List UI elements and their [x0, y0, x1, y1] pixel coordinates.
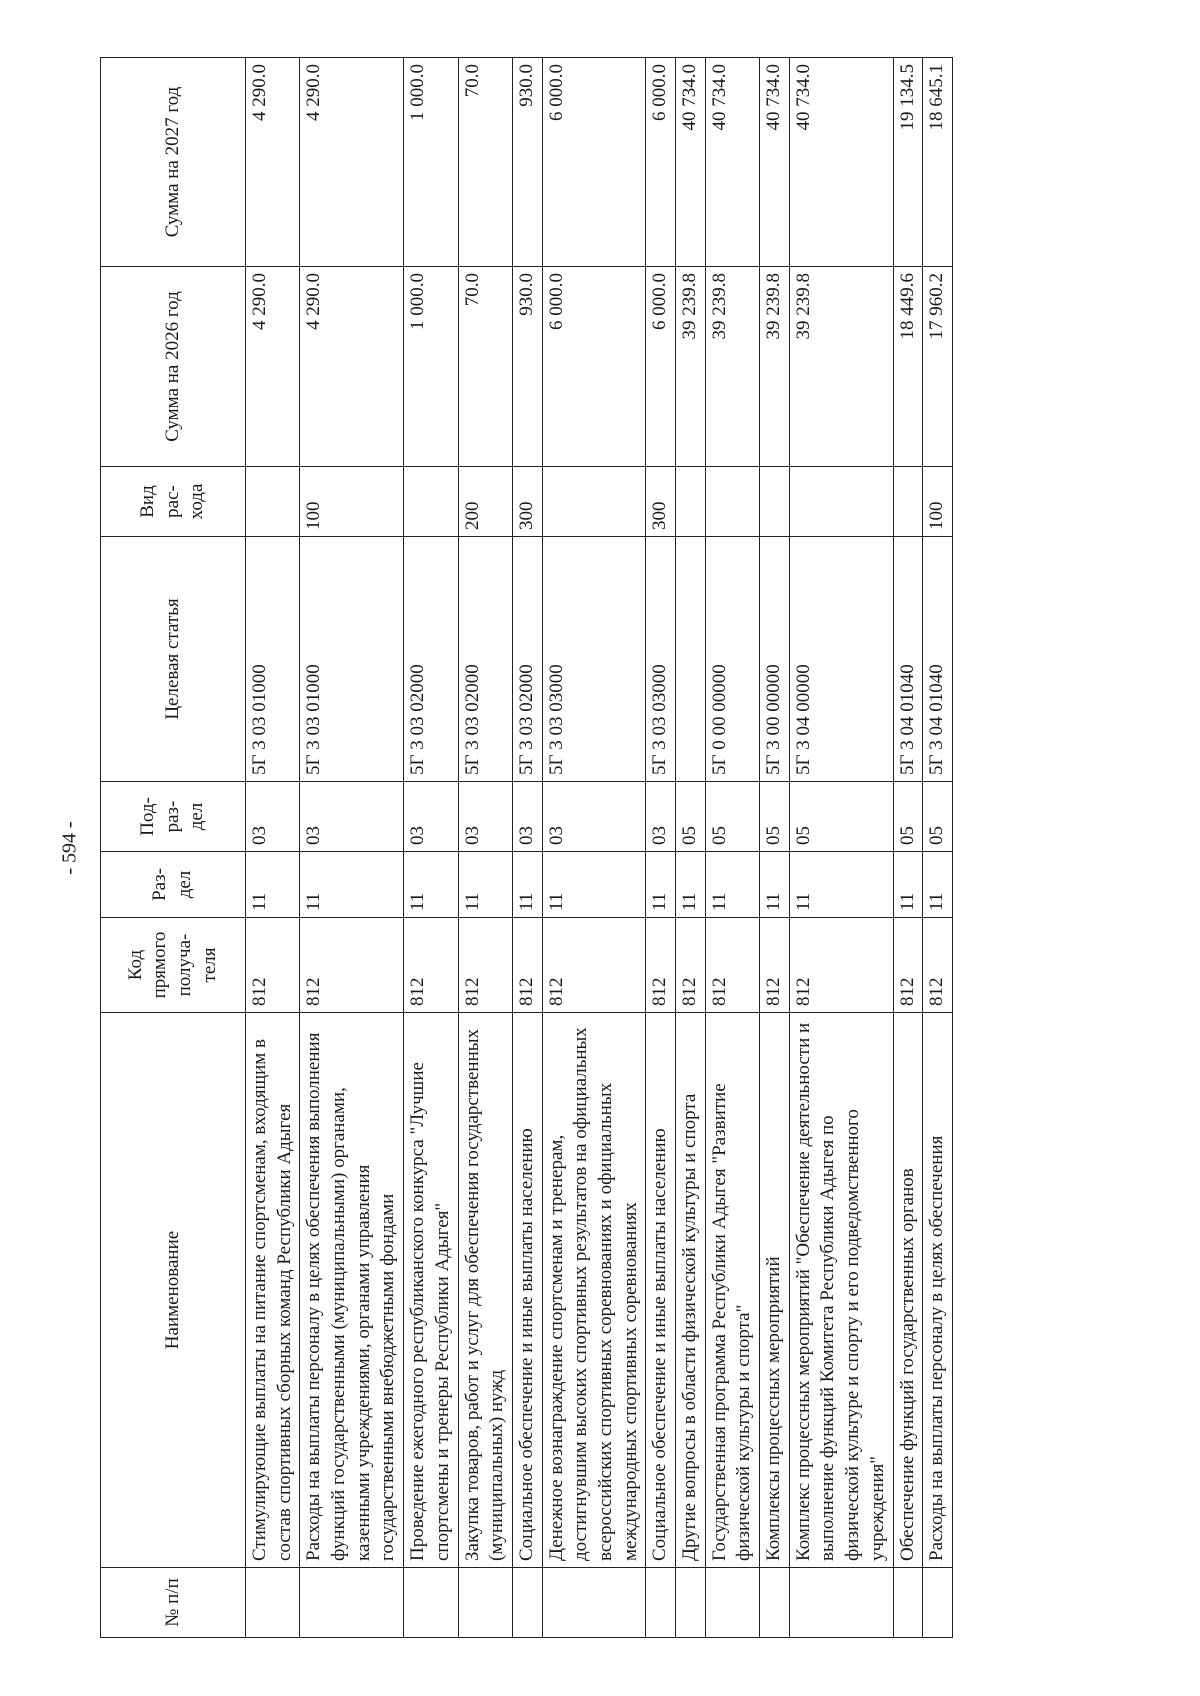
cell-sum-2026: 39 239.8 — [705, 267, 759, 467]
cell-sum-2026: 930.0 — [512, 267, 542, 467]
table-row — [404, 58, 458, 1638]
cell-expense-type — [760, 467, 790, 537]
cell-subsection: 03 — [246, 782, 300, 852]
cell-target: 5Г 3 04 00000 — [789, 537, 893, 782]
cell-target — [676, 537, 706, 782]
cell-sum-2026: 6 000.0 — [646, 267, 676, 467]
cell-name: Расходы на выплаты персоналу в целях обеспечения — [923, 1013, 953, 1568]
cell-section: 11 — [404, 852, 458, 918]
cell-expense-type — [676, 467, 706, 537]
cell-section: 11 — [923, 852, 953, 918]
cell-name: Стимулирующие выплаты на питание спортсменам, входящим в состав спортивных сборных команд Республики Адыгея — [246, 1013, 300, 1568]
cell-recipient: 812 — [789, 918, 893, 1013]
cell-sum-2027: 40 734.0 — [676, 58, 706, 267]
cell-no — [676, 1568, 706, 1638]
cell-subsection: 05 — [705, 782, 759, 852]
header-sum-2026: Сумма на 2026 год — [101, 267, 246, 467]
cell-sum-2026: 6 000.0 — [542, 267, 646, 467]
header-target: Целевая статья — [101, 537, 246, 782]
cell-expense-type: 200 — [458, 467, 512, 537]
cell-sum-2026: 18 449.6 — [893, 267, 923, 467]
cell-target: 5Г 3 03 02000 — [404, 537, 458, 782]
cell-recipient: 812 — [300, 918, 404, 1013]
table-row — [705, 58, 759, 1638]
cell-recipient: 812 — [923, 918, 953, 1013]
cell-section: 11 — [789, 852, 893, 918]
rotated-page — [100, 58, 1100, 1638]
cell-no — [646, 1568, 676, 1638]
cell-sum-2027: 18 645.1 — [923, 58, 953, 267]
cell-recipient: 812 — [646, 918, 676, 1013]
cell-name: Расходы на выплаты персоналу в целях обеспечения выполнения функций государственными (муниципальными) органами, казенными учреждениями, органами управления государственными внебюджетными фондами — [300, 1013, 404, 1568]
cell-sum-2026: 39 239.8 — [760, 267, 790, 467]
cell-expense-type — [893, 467, 923, 537]
cell-recipient: 812 — [676, 918, 706, 1013]
cell-sum-2026: 4 290.0 — [246, 267, 300, 467]
cell-expense-type: 100 — [923, 467, 953, 537]
cell-section: 11 — [300, 852, 404, 918]
cell-subsection: 03 — [458, 782, 512, 852]
cell-expense-type: 100 — [300, 467, 404, 537]
cell-sum-2027: 1 000.0 — [404, 58, 458, 267]
cell-recipient: 812 — [542, 918, 646, 1013]
cell-expense-type — [789, 467, 893, 537]
cell-no — [893, 1568, 923, 1638]
cell-section: 11 — [512, 852, 542, 918]
cell-subsection: 05 — [760, 782, 790, 852]
cell-sum-2027: 930.0 — [512, 58, 542, 267]
cell-name: Проведение ежегодного республиканского конкурса "Лучшие спортсмены и тренеры Республики Адыгея" — [404, 1013, 458, 1568]
cell-subsection: 03 — [542, 782, 646, 852]
cell-sum-2026: 39 239.8 — [789, 267, 893, 467]
header-section: Раз-дел — [101, 852, 246, 918]
cell-target: 5Г 3 03 01000 — [246, 537, 300, 782]
cell-expense-type — [404, 467, 458, 537]
table-row — [512, 58, 542, 1638]
cell-target: 5Г 3 00 00000 — [760, 537, 790, 782]
cell-sum-2027: 40 734.0 — [705, 58, 759, 267]
cell-subsection: 03 — [646, 782, 676, 852]
cell-name: Другие вопросы в области физической культуры и спорта — [676, 1013, 706, 1568]
cell-no — [300, 1568, 404, 1638]
cell-name: Обеспечение функций государственных органов — [893, 1013, 923, 1568]
header-subsection: Под-раз-дел — [101, 782, 246, 852]
table-row — [923, 58, 953, 1638]
cell-name: Государственная программа Республики Адыгея "Развитие физической культуры и спорта" — [705, 1013, 759, 1568]
cell-sum-2026: 17 960.2 — [923, 267, 953, 467]
table-row — [458, 58, 512, 1638]
table-row — [893, 58, 923, 1638]
cell-subsection: 05 — [676, 782, 706, 852]
cell-sum-2027: 4 290.0 — [300, 58, 404, 267]
cell-section: 11 — [646, 852, 676, 918]
cell-target: 5Г 3 04 01040 — [893, 537, 923, 782]
page-number: - 594 - — [58, 821, 81, 875]
table-row — [300, 58, 404, 1638]
cell-name: Комплекс процессных мероприятий "Обеспечение деятельности и выполнение функций Комитета Республики Адыгея по физической культуре и спорту и его подведомственного учреждения" — [789, 1013, 893, 1568]
cell-target: 5Г 3 03 02000 — [512, 537, 542, 782]
cell-subsection: 05 — [923, 782, 953, 852]
cell-name: Социальное обеспечение и иные выплаты населению — [646, 1013, 676, 1568]
cell-section: 11 — [760, 852, 790, 918]
cell-recipient: 812 — [705, 918, 759, 1013]
cell-no — [458, 1568, 512, 1638]
table-header-row — [101, 58, 246, 1638]
cell-section: 11 — [542, 852, 646, 918]
cell-target: 5Г 3 03 03000 — [542, 537, 646, 782]
cell-sum-2027: 6 000.0 — [646, 58, 676, 267]
table-row — [542, 58, 646, 1638]
cell-recipient: 812 — [512, 918, 542, 1013]
cell-expense-type — [705, 467, 759, 537]
cell-recipient: 812 — [246, 918, 300, 1013]
table-row — [789, 58, 893, 1638]
cell-sum-2027: 19 134.5 — [893, 58, 923, 267]
cell-sum-2027: 6 000.0 — [542, 58, 646, 267]
header-expense-type: Вид рас-хода — [101, 467, 246, 537]
cell-subsection: 05 — [789, 782, 893, 852]
cell-subsection: 03 — [300, 782, 404, 852]
cell-no — [542, 1568, 646, 1638]
cell-sum-2026: 39 239.8 — [676, 267, 706, 467]
cell-expense-type — [246, 467, 300, 537]
cell-recipient: 812 — [458, 918, 512, 1013]
cell-section: 11 — [893, 852, 923, 918]
cell-section: 11 — [246, 852, 300, 918]
cell-target: 5Г 3 03 02000 — [458, 537, 512, 782]
cell-no — [512, 1568, 542, 1638]
cell-no — [705, 1568, 759, 1638]
header-sum-2027: Сумма на 2027 год — [101, 58, 246, 267]
cell-expense-type — [542, 467, 646, 537]
cell-name: Денежное вознаграждение спортсменам и тренерам, достигнувшим высоких спортивных результатов на официальных всероссийских спортивных соревнованиях и официальных международных спортивных соревнованиях — [542, 1013, 646, 1568]
cell-section: 11 — [458, 852, 512, 918]
cell-name: Закупка товаров, работ и услуг для обеспечения государственных (муниципальных) нужд — [458, 1013, 512, 1568]
header-no: № п/п — [101, 1568, 246, 1638]
table-row — [646, 58, 676, 1638]
cell-recipient: 812 — [404, 918, 458, 1013]
cell-expense-type: 300 — [646, 467, 676, 537]
cell-sum-2026: 1 000.0 — [404, 267, 458, 467]
cell-expense-type: 300 — [512, 467, 542, 537]
cell-sum-2027: 70.0 — [458, 58, 512, 267]
cell-section: 11 — [705, 852, 759, 918]
cell-sum-2026: 4 290.0 — [300, 267, 404, 467]
table-row — [246, 58, 300, 1638]
cell-recipient: 812 — [760, 918, 790, 1013]
cell-no — [246, 1568, 300, 1638]
cell-target: 5Г 3 03 03000 — [646, 537, 676, 782]
cell-name: Комплексы процессных мероприятий — [760, 1013, 790, 1568]
cell-subsection: 05 — [893, 782, 923, 852]
cell-no — [760, 1568, 790, 1638]
cell-sum-2027: 40 734.0 — [760, 58, 790, 267]
cell-no — [789, 1568, 893, 1638]
header-name: Наименование — [101, 1013, 246, 1568]
table-row — [676, 58, 706, 1638]
cell-recipient: 812 — [893, 918, 923, 1013]
cell-target: 5Г 3 03 01000 — [300, 537, 404, 782]
cell-sum-2027: 4 290.0 — [246, 58, 300, 267]
cell-no — [404, 1568, 458, 1638]
cell-name: Социальное обеспечение и иные выплаты населению — [512, 1013, 542, 1568]
cell-sum-2027: 40 734.0 — [789, 58, 893, 267]
cell-subsection: 03 — [512, 782, 542, 852]
cell-target: 5Г 3 04 01040 — [923, 537, 953, 782]
table-row — [760, 58, 790, 1638]
cell-subsection: 03 — [404, 782, 458, 852]
cell-sum-2026: 70.0 — [458, 267, 512, 467]
cell-section: 11 — [676, 852, 706, 918]
budget-table — [100, 57, 953, 1638]
cell-target: 5Г 0 00 00000 — [705, 537, 759, 782]
header-recipient: Код прямого получа-теля — [101, 918, 246, 1013]
cell-no — [923, 1568, 953, 1638]
